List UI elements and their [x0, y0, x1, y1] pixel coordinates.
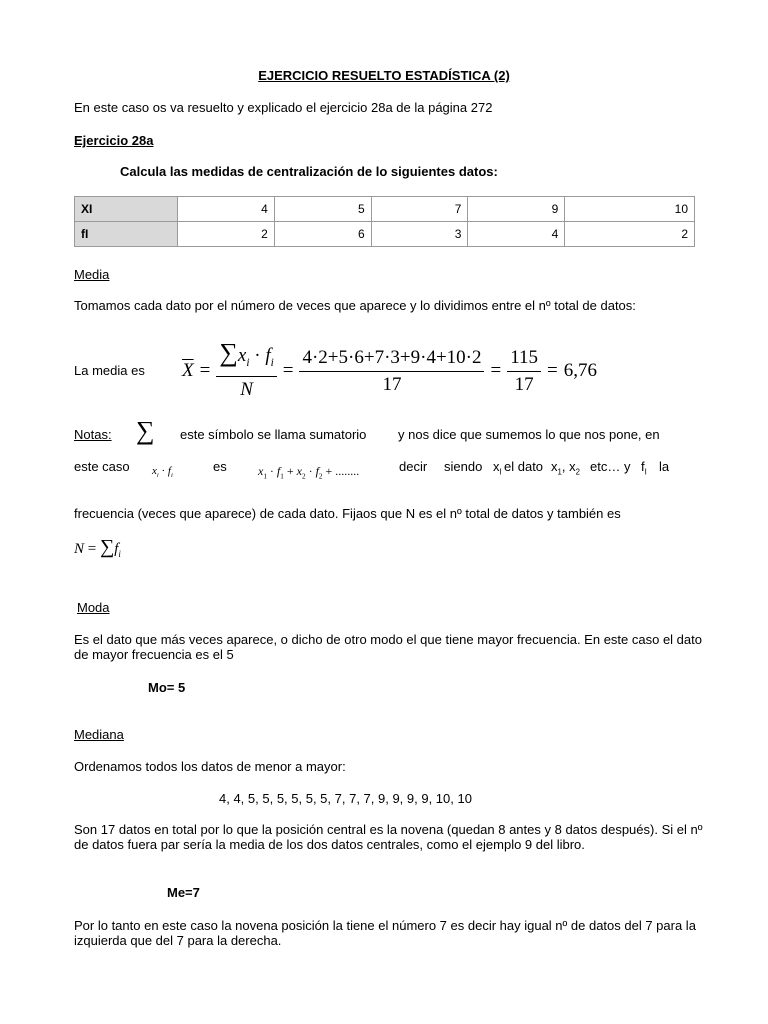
table-cell: 2: [178, 222, 275, 247]
mean-denominator: 17: [382, 373, 402, 395]
instruction-text: Calcula las medidas de centralización de lo siguientes datos:: [120, 164, 498, 179]
table-row-label: XI: [75, 197, 178, 222]
table-cell: 10: [565, 197, 695, 222]
notes-line3: frecuencia (veces que aparece) de cada dato. Fijaos que N es el nº total de datos y también es: [74, 506, 621, 521]
moda-result: Mo= 5: [148, 680, 186, 695]
notes-label: Notas:: [74, 427, 112, 442]
notes-x-examples: $x_1$, $x_2$: [551, 459, 580, 477]
mediana-heading: Mediana: [74, 727, 124, 742]
table-cell: 7: [371, 197, 468, 222]
table-row: [75, 197, 695, 222]
mediana-text-3: Por lo tanto en este caso la novena posición la tiene el número 7 es decir hay igual nº de datos del 7 para la izquierda que del 7 para la derecha.: [74, 918, 696, 948]
notes-line2-b: es: [213, 459, 227, 474]
notes-line2-c: decir: [399, 459, 428, 474]
n-formula: $N = \sum f_i$: [74, 536, 121, 559]
mediana-text-2: Son 17 datos en total por lo que la posición central es la novena (quedan 8 antes y 8 datos después). Si el nº de datos fuera par sería la media de los dos datos centrales, como el ejemplo 9 del libro.: [74, 822, 703, 852]
mean-result-fraction: [507, 345, 541, 398]
notes-line2-g: la: [659, 459, 670, 474]
notes-line2-e: el dato: [504, 459, 544, 474]
table-cell: 4: [178, 197, 275, 222]
moda-text: Es el dato que más veces aparece, o dicho de otro modo el que tiene mayor frecuencia. En este caso el dato de mayor frecuencia es el 5: [74, 632, 702, 662]
table-cell: 9: [468, 197, 565, 222]
notes-xi-symbol: $x_I$: [493, 459, 502, 477]
sigma-icon: ∑: [136, 416, 155, 445]
media-text: Tomamos cada dato por el número de veces que aparece y lo dividimos entre el nº total de datos:: [74, 298, 636, 313]
mean-result-numerator: 115: [507, 345, 541, 372]
data-table: [74, 196, 695, 247]
media-heading: Media: [74, 267, 110, 282]
mean-result: 6,76: [563, 360, 597, 382]
document-title: EJERCICIO RESUELTO ESTADÍSTICA (2): [258, 68, 510, 83]
table-row-label: fI: [75, 222, 178, 247]
notes-line2-f: etc… y: [590, 459, 631, 474]
mean-numerator: 4·2+5·6+7·3+9·4+10·2: [299, 345, 484, 372]
table-cell: 3: [371, 222, 468, 247]
intro-text: En este caso os va resuelto y explicado el ejercicio 28a de la página 272: [74, 100, 493, 115]
mediana-result: Me=7: [167, 885, 200, 900]
table-cell: 4: [468, 222, 565, 247]
moda-heading: Moda: [77, 600, 110, 615]
table-cell: 5: [274, 197, 371, 222]
mean-computation-fraction: [299, 345, 484, 398]
media-lead: La media es: [74, 363, 145, 378]
mean-symbol: $\overline{X}$: [182, 360, 194, 382]
notes-product-term: $x_i \cdot f_i$: [152, 465, 173, 480]
notes-fi-symbol: $f_I$: [641, 459, 647, 477]
mean-result-denominator: 17: [514, 373, 534, 395]
notes-line2-d: siendo: [444, 459, 483, 474]
mediana-sequence: 4, 4, 5, 5, 5, 5, 5, 5, 7, 7, 7, 9, 9, 9, 9, 10, 10: [219, 791, 472, 806]
notes-line2-a: este caso: [74, 459, 130, 474]
mediana-text-1: Ordenamos todos los datos de menor a mayor:: [74, 759, 346, 774]
mean-formula: $\overline{X}$ = $\frac{\sum x_i \cdot f_i}{N}$ = $\frac{4\cdot 2+5\cdot 6+7\cdot 3+9\cdot 4+10\cdot 2}{17}$ = $\frac{115}{17}$ = 6,76: [182, 340, 597, 403]
notes-symbol-text: este símbolo se llama sumatorio: [180, 427, 367, 442]
table-row: [75, 222, 695, 247]
exercise-label: Ejercicio 28a: [74, 133, 154, 148]
mean-definition-fraction: $\frac{\sum x_i \cdot f_i}{N}$: [216, 340, 276, 403]
notes-symbol-text-2: y nos dice que sumemos lo que nos pone, en: [398, 427, 660, 442]
table-cell: 2: [565, 222, 695, 247]
notes-sum-expansion: $x_1 \cdot f_1 + x_2 \cdot f_2$ + ........: [258, 464, 360, 481]
table-cell: 6: [274, 222, 371, 247]
